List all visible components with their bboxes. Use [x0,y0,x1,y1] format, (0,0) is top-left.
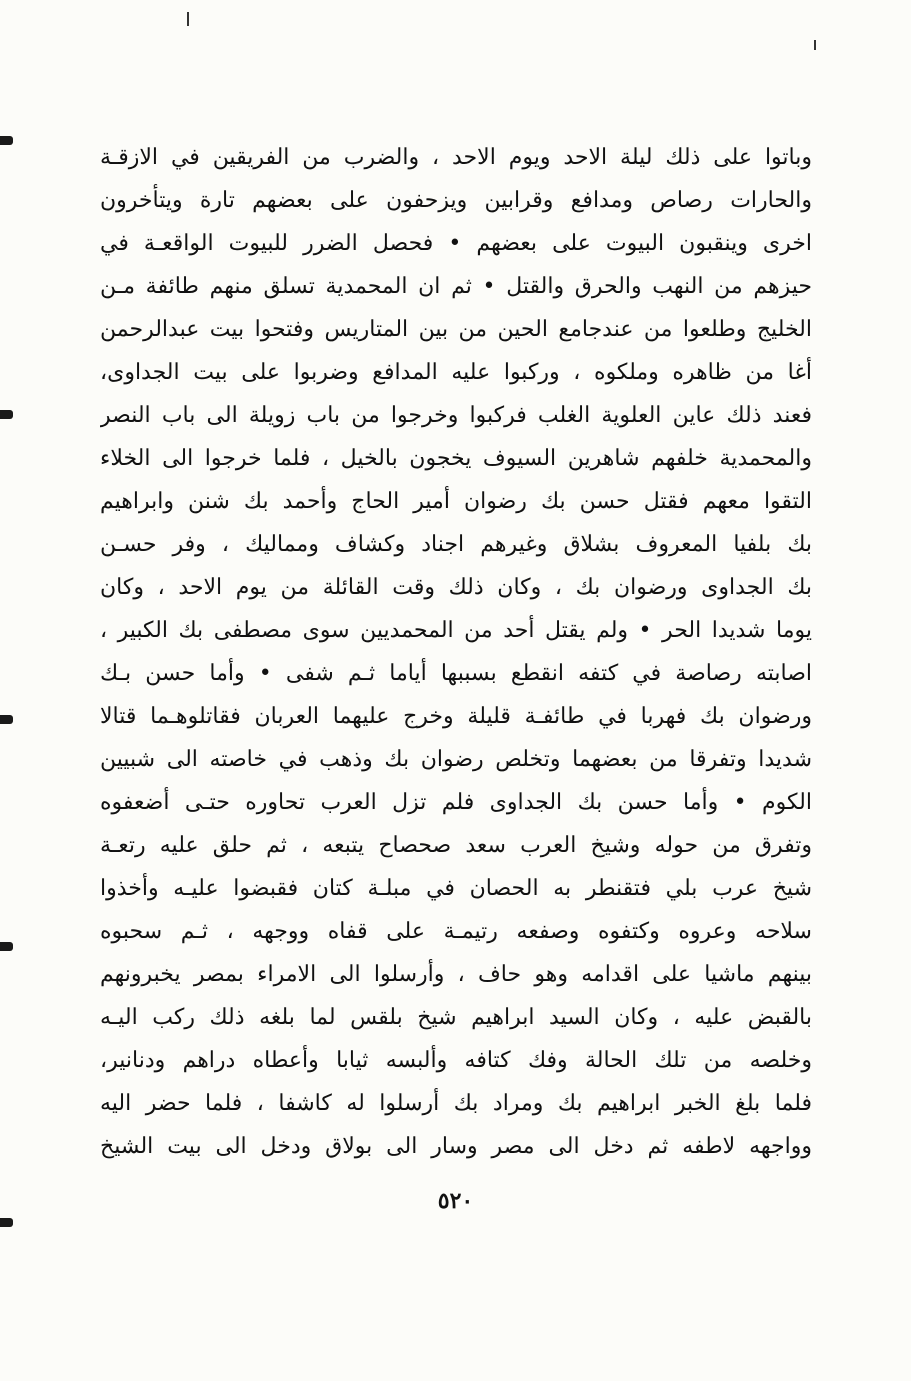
text-line: أغا من ظاهره وملكوه ، وركبوا عليه المدافع وضربوا على بيت الجداوى، [100,360,812,385]
page-edge-mark [0,136,13,145]
text-line: شديدا وتفرقا من بعضهما وتخلص رضوان بك وذهب في خاصته الى شبيين [100,747,812,772]
page-edge-mark [0,1218,13,1227]
text-line: اصابته رصاصة في كتفه انقطع بسببها أياما ثـم شفى • وأما حسن بـك [100,661,812,686]
text-line: الكوم • وأما حسن بك الجداوى فلم تزل العرب تحاوره حتـى أضعفوه [100,790,812,815]
text-line: فلما بلغ الخبر ابراهيم بك ومراد بك أرسلوا له كاشفا ، فلما حضر اليه [100,1091,812,1116]
text-line: وواجهه لاطفه ثم دخل الى مصر وسار الى بولاق ودخل الى بيت الشيخ [100,1134,812,1159]
text-line: التقوا معهم فقتل حسن بك رضوان أمير الحاج وأحمد بك شنن وابراهيم [100,489,812,514]
text-line: يوما شديدا الحر • ولم يقتل أحد من المحمديين سوى مصطفى بك الكبير ، [100,618,812,643]
text-line: حيزهم من النهب والحرق والقتل • ثم ان المحمدية تسلق منهم طائفة مـن [100,274,812,299]
text-line: بك بلفيا المعروف بشلاق وغيرهم اجناد وكشاف ومماليك ، وفر حسـن [100,532,812,557]
page-number: ٥٢٠ [437,1188,474,1214]
page-edge-mark [0,410,13,419]
text-line: والحارات رصاص ومدافع وقرابين ويزحفون على بعضهم تارة ويتأخرون [100,188,812,213]
text-line: وباتوا على ذلك ليلة الاحد ويوم الاحد ، والضرب من الفريقين في الازقـة [100,145,812,170]
text-line: فعند ذلك عاين العلوية الغلب فركبوا وخرجوا من باب زويلة الى باب النصر [100,403,812,428]
text-line: بالقبض عليه ، وكان السيد ابراهيم شيخ بلقس لما بلغه ذلك ركب اليـه [100,1005,812,1030]
body-text [100,136,812,1168]
text-line: شيخ عرب بلي فتقنطر به الحصان في مبلـة كتان فقبضوا عليـه وأخذوا [100,876,812,901]
scan-speck [187,12,189,26]
page-edge-mark [0,715,13,724]
text-line: وخلصه من تلك الحالة وفك كتافه وألبسه ثيابا وأعطاه دراهم ودنانير، [100,1048,812,1073]
text-line: والمحمدية خلفهم شاهرين السيوف يخجون بالخيل ، فلما خرجوا الى الخلاء [100,446,812,471]
text-line: بينهم ماشيا على اقدامه وهو حاف ، وأرسلوا الى الامراء بمصر يخبرونهم [100,962,812,987]
page-edge-mark [0,942,13,951]
text-line: بك الجداوى ورضوان بك ، وكان ذلك وقت القائلة من يوم الاحد ، وكان [100,575,812,600]
text-line: الخليج وطلعوا من عندجامع الحين من بين المتاريس وفتحوا بيت عبدالرحمن [100,317,812,342]
text-line: وتفرق من حوله وشيخ العرب سعد صحصاح يتبعه ، ثم حلق عليه رتعـة [100,833,812,858]
text-line: ورضوان بك فهربا في طائفـة قليلة وخرج عليهما العربان فقاتلوهـما قتالا [100,704,812,729]
text-line: سلاحه وعروه وكتفوه وصفعه رتيمـة على قفاه ووجهه ، ثـم سحبوه [100,919,812,944]
text-line: اخرى وينقبون البيوت على بعضهم • فحصل الضرر للبيوت الواقعـة في [100,231,812,256]
scan-speck [814,40,816,50]
